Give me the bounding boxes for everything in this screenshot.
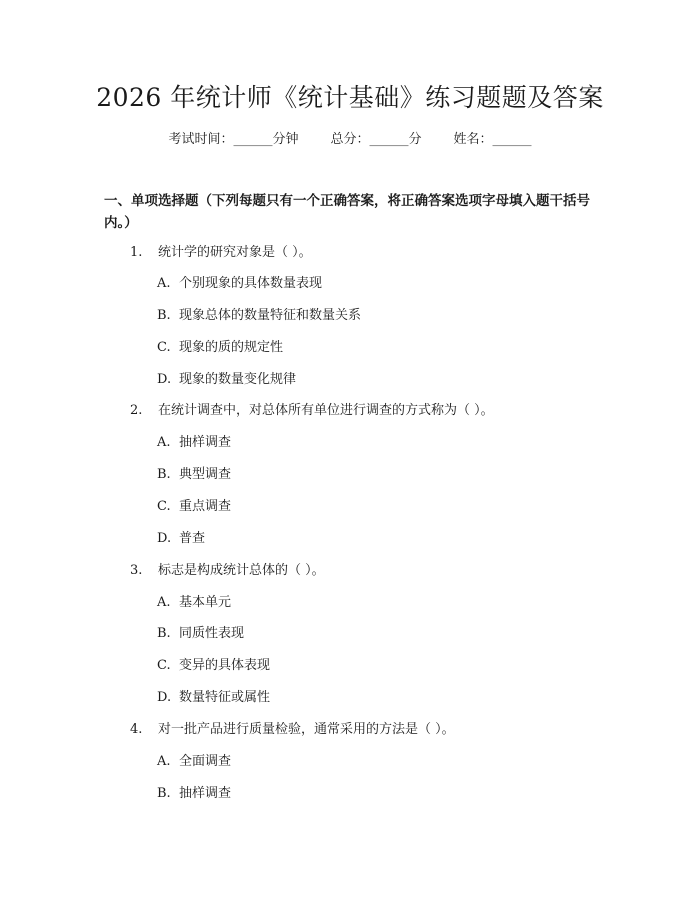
- option-text: 个别现象的具体数量表现: [179, 276, 323, 291]
- option-3d: [157, 688, 270, 708]
- option-letter: C.: [157, 658, 171, 673]
- option-letter: A.: [157, 595, 171, 610]
- document-title: 2026 年统计师《统计基础》练习题题及答案: [96, 83, 604, 112]
- question-number: 2.: [130, 403, 143, 418]
- question-1: [130, 243, 312, 263]
- option-letter: B.: [157, 786, 171, 801]
- exam-time-label: 考试时间：______分钟: [168, 132, 299, 147]
- option-1a: [157, 274, 322, 294]
- question-number: 3.: [130, 563, 143, 578]
- option-4a: [157, 752, 231, 772]
- student-name-label: 姓名：______: [453, 132, 532, 147]
- option-letter: C.: [157, 499, 171, 514]
- option-text: 数量特征或属性: [179, 690, 271, 705]
- total-score-label: 总分：______分: [330, 132, 422, 147]
- question-text: 统计学的研究对象是（ ）。: [158, 245, 312, 260]
- question-text: 在统计调查中，对总体所有单位进行调查的方式称为（ ）。: [158, 403, 494, 418]
- option-2d: [157, 529, 205, 549]
- option-letter: B.: [157, 308, 171, 323]
- option-text: 全面调查: [179, 754, 232, 769]
- option-text: 变异的具体表现: [179, 658, 271, 673]
- option-3c: [157, 656, 270, 676]
- option-text: 现象总体的数量特征和数量关系: [179, 308, 362, 323]
- option-1b: [157, 306, 361, 326]
- option-text: 普查: [179, 531, 206, 546]
- question-number: 4.: [130, 722, 143, 737]
- question-text: 标志是构成统计总体的（ ）。: [158, 563, 325, 578]
- question-3: [130, 561, 325, 581]
- option-2c: [157, 497, 231, 517]
- option-1c: [157, 338, 283, 358]
- option-4b: [157, 784, 231, 804]
- option-letter: B.: [157, 467, 171, 482]
- question-number: 1.: [130, 245, 143, 260]
- option-letter: D.: [157, 372, 172, 387]
- option-text: 重点调查: [179, 499, 232, 514]
- option-text: 抽样调查: [179, 435, 232, 450]
- question-4: [130, 720, 455, 740]
- question-2: [130, 401, 494, 421]
- option-letter: B.: [157, 626, 171, 641]
- option-letter: C.: [157, 340, 171, 355]
- option-3b: [157, 624, 244, 644]
- option-2b: [157, 465, 231, 485]
- option-text: 典型调查: [179, 467, 232, 482]
- option-1d: [157, 370, 296, 390]
- option-letter: D.: [157, 690, 172, 705]
- option-text: 现象的质的规定性: [179, 340, 284, 355]
- option-text: 基本单元: [179, 595, 232, 610]
- option-2a: [157, 433, 231, 453]
- option-letter: D.: [157, 531, 172, 546]
- section-heading: 一、单项选择题（下列每题只有一个正确答案，将正确答案选项字母填入题干括号内。）: [104, 193, 590, 231]
- option-3a: [157, 593, 231, 613]
- option-letter: A.: [157, 435, 171, 450]
- exam-meta: [0, 130, 700, 150]
- option-text: 抽样调查: [179, 786, 232, 801]
- question-text: 对一批产品进行质量检验，通常采用的方法是（ ）。: [158, 722, 455, 737]
- option-text: 现象的数量变化规律: [179, 372, 297, 387]
- option-letter: A.: [157, 754, 171, 769]
- option-letter: A.: [157, 276, 171, 291]
- option-text: 同质性表现: [179, 626, 245, 641]
